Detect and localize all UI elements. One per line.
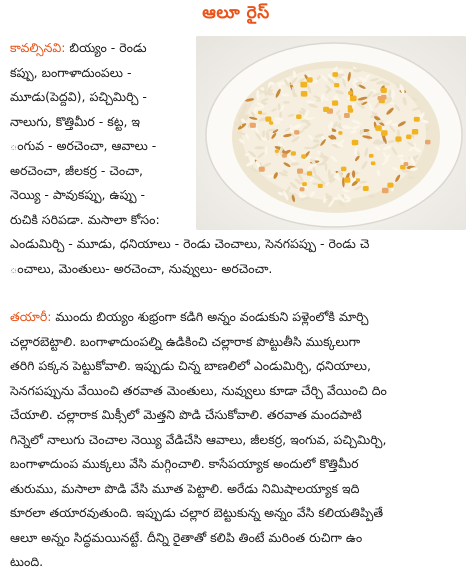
ingredients-line: నాలుగు, కొత్తిమీర - కట్ట, ఇ [10, 113, 141, 129]
corn-kernel [332, 72, 338, 77]
preparation-label: తయారీ: [10, 309, 52, 324]
corn-kernel [296, 114, 302, 119]
corn-kernel [275, 149, 279, 153]
corn-kernel [382, 188, 389, 194]
preparation-line: తరిగి పక్కన పెట్టుకోవాలి. ఇప్పుడు చిన్న బాణలిలో ఎండుమిర్చి, ధనియాలు, [10, 358, 371, 373]
ingredients-text: బియ్యం - రెండు [65, 40, 147, 55]
preparation-line: చేయాలి. చల్లారాక మిక్సీలో మెత్తని పొడి చేసుకోవాలి. తరవాత మందపాటి [10, 407, 362, 422]
corn-kernel [425, 140, 431, 145]
preparation-line: సెనగపప్పును వేయించి తరవాత మెంతులు, నువ్వులు కూడా చేర్చి వేయించి దిం [10, 382, 387, 398]
preparation-text: ముందు బియ్యం శుభ్రంగా కడిగి అన్నం వండుకుని పళ్లెంలోకి మార్చి [51, 309, 369, 324]
corn-kernel [300, 82, 307, 88]
corn-kernel [369, 154, 374, 158]
corn-kernel [297, 169, 303, 174]
corn-kernel [381, 88, 387, 93]
ingredients-line: ఎండుమిర్చి - మూడు, ధనియాలు - రెండు చెంచాలు, సెనగపప్పు - రెండు చె [10, 236, 370, 251]
ingredients-line: ంచాలు, మెంతులు- అరచెంచా, నువ్వులు- అరచెంచా. [10, 260, 273, 276]
corn-kernel [344, 177, 350, 182]
corn-kernel [352, 140, 359, 146]
corn-kernel [291, 151, 296, 155]
recipe-title: ఆలూ రైస్ [202, 3, 270, 23]
ingredients-block [10, 36, 190, 232]
ingredients-line: మూడు(పెద్దవి), పచ్చిమిర్చి - [10, 89, 147, 104]
corn-kernel [348, 108, 354, 113]
corn-kernel [338, 131, 342, 135]
preparation-line: గిన్నెలో నాలుగు చెంచాల నెయ్యి వేడిచేసి ఆవాలు, జీలకర్ర, ఇంగువ, పచ్చిమిర్చి, [10, 431, 387, 447]
corn-kernel [282, 153, 287, 157]
ingredients-line: రుచికి సరిపడా. మసాలా కోసం: [10, 211, 160, 227]
corn-kernel [341, 167, 347, 172]
masala-ingredients [10, 232, 466, 281]
corn-kernel [406, 135, 411, 140]
corn-kernel [301, 91, 308, 97]
corn-kernel [301, 154, 306, 158]
corn-kernel [259, 167, 265, 172]
corn-kernel [395, 136, 401, 141]
ingredients-line: అరచెంచా, జీలకర్ర - చెంచా, [10, 162, 143, 178]
preparation-line: టుంది. [10, 554, 44, 569]
preparation-line: తురుము, మసాలా పొడి వేసి మూత పెట్టాలి. అరేడు నిమిషాలయ్యాక ఇది [10, 480, 360, 496]
corn-kernel [323, 107, 329, 112]
preparation-line: చల్లారబెట్టాలి. బంగాళాదుంపల్ని ఉడికించి చల్లారాక పొట్టుతీసి ముక్కలుగా [10, 333, 361, 349]
corn-kernel [269, 121, 273, 125]
preparation-line: ఆలూ అన్నం సిద్ధమయినట్టే. దీన్ని రైతాతో కలిపి తింటే మరింత రుచిగా ఉం [10, 529, 363, 545]
corn-kernel [356, 178, 360, 182]
corn-kernel [300, 187, 305, 191]
aloo-rice-plate-image [196, 36, 466, 230]
corn-kernel [414, 117, 420, 122]
corn-kernel [344, 113, 350, 118]
corn-kernel [387, 183, 393, 188]
preparation-line: బంగాళాదుంప ముక్కలు వేసి మగ్గించాలి. కాసేపయ్యాక అందులో కొత్తిమీర [10, 456, 359, 471]
corn-kernel [381, 95, 387, 100]
ingredients-line: నెయ్యి - పావుకప్పు, ఉప్పు - [10, 187, 146, 202]
corn-kernel [412, 129, 418, 135]
corn-kernel [350, 96, 357, 102]
corn-kernel [307, 171, 312, 176]
corn-kernel [375, 125, 381, 130]
corn-kernel [334, 83, 339, 87]
dish-photo [196, 36, 466, 230]
corn-kernel [348, 91, 353, 95]
corn-kernel [381, 130, 388, 136]
corn-kernel [332, 100, 338, 105]
ingredients-label: కావల్సినవి: [10, 40, 66, 55]
preparation-line: కూరలా తయారవుతుంది. ఇప్పుడు చల్లార బెట్టుకున్న అన్నం వేసి కలియతిప్పితే [10, 505, 384, 520]
ingredients-line: కప్పు, బంగాళాదుంపలు - [10, 64, 132, 80]
corn-kernel [265, 117, 271, 122]
ingredients-line [10, 36, 190, 61]
corn-kernel [363, 186, 369, 191]
corn-kernel [258, 111, 262, 115]
ingredients-line: ంగువ - అరచెంచా, ఆవాలు - [10, 138, 157, 153]
corn-kernel [250, 123, 256, 128]
corn-kernel [371, 161, 376, 165]
corn-kernel [318, 184, 323, 188]
corn-kernel [307, 77, 313, 82]
preparation-block [10, 305, 466, 575]
preparation-line [10, 305, 466, 330]
corn-kernel [302, 182, 307, 186]
corn-kernel [404, 162, 409, 166]
corn-kernel [294, 130, 299, 135]
